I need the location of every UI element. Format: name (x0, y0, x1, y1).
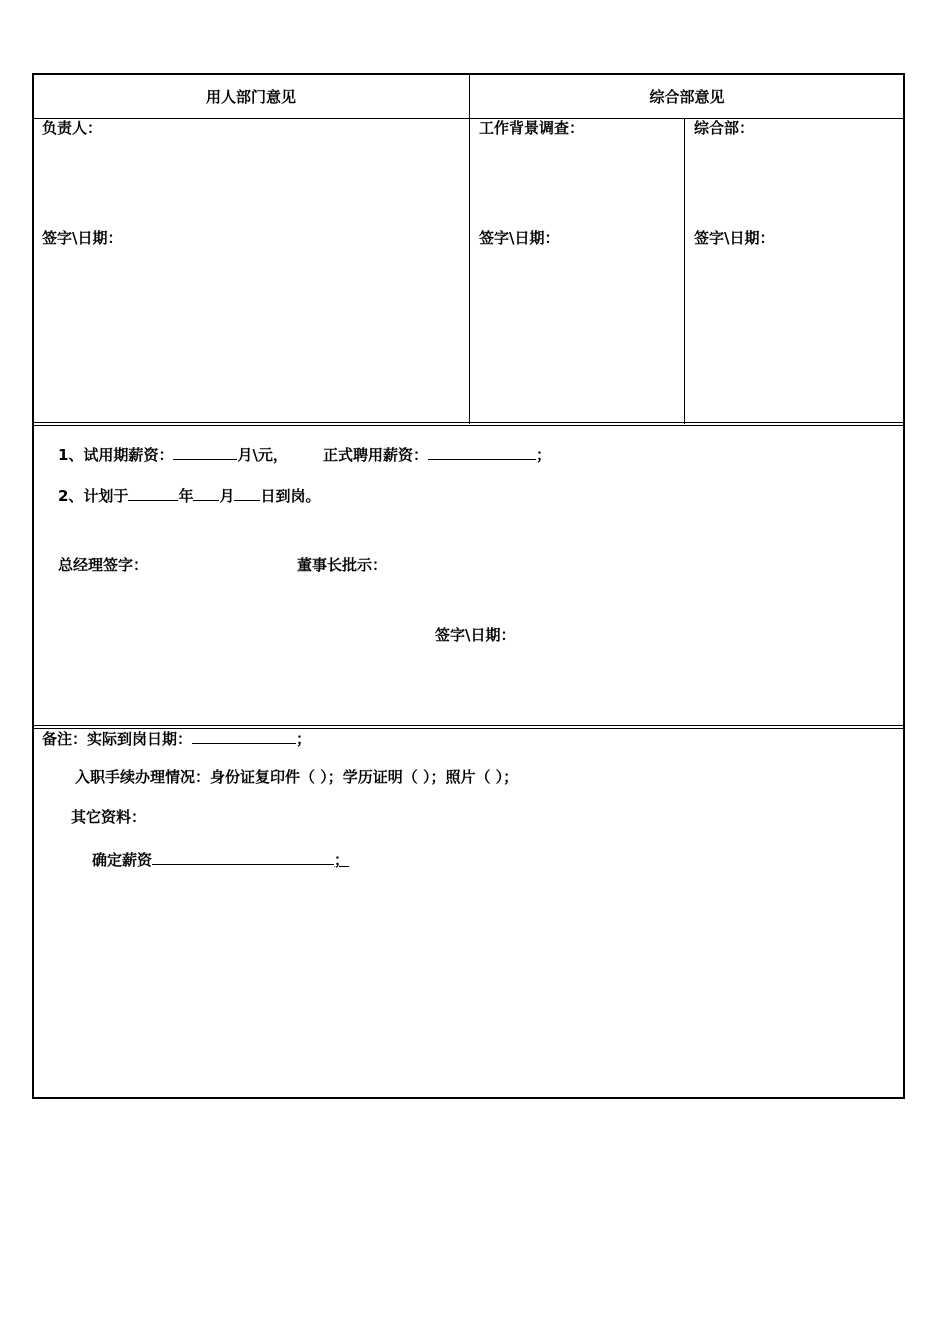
formal-salary-end: ； (536, 446, 552, 464)
probation-salary-line (58, 444, 288, 464)
header-column-divider (469, 74, 470, 424)
remark-label: 备注：实际到岗日期： (42, 730, 193, 748)
salary-sign-date: 签字\日期： (435, 626, 516, 644)
plan-year-label: 年 (178, 487, 194, 505)
confirm-salary-label: 确定薪资 (92, 851, 153, 869)
arrival-plan-line (58, 485, 320, 505)
formal-salary-line (323, 444, 551, 464)
probation-unit: 月\元， (237, 446, 288, 464)
formal-salary-label: 正式聘用薪资： (323, 446, 429, 464)
plan-suffix: 日到岗。 (260, 487, 321, 505)
chairman-approval-label: 董事长批示： (297, 556, 388, 574)
plan-year-blank[interactable] (128, 485, 178, 501)
formal-salary-blank[interactable] (428, 444, 536, 460)
background-sign-date: 签字\日期： (479, 229, 560, 247)
header-general-opinion: 综合部意见 (649, 88, 725, 106)
salary-section-bottom (33, 725, 904, 726)
plan-month-blank[interactable] (193, 485, 219, 501)
gm-sign-label: 总经理签字： (58, 556, 149, 574)
opinion-section-bottom-2 (33, 425, 904, 426)
probation-salary-blank[interactable] (173, 444, 237, 460)
remark-line (42, 728, 311, 748)
onboarding-status: 入职手续办理情况：身份证复印件（ ）；学历证明（ ）；照片（ ）； (75, 768, 519, 786)
header-dept-opinion: 用人部门意见 (205, 88, 296, 106)
confirm-salary-end: ； (334, 851, 350, 869)
dept-sign-date: 签字\日期： (42, 229, 123, 247)
plan-day-blank[interactable] (234, 485, 260, 501)
remark-end: ； (296, 730, 312, 748)
dept-head-label: 负责人： (42, 119, 103, 137)
other-docs-label: 其它资料： (71, 808, 147, 826)
general-dept-label: 综合部： (694, 119, 755, 137)
confirm-salary-line (92, 849, 349, 869)
probation-label: 1、试用期薪资： (58, 446, 174, 464)
background-check-label: 工作背景调查： (479, 119, 585, 137)
opinion-section-bottom (33, 422, 904, 423)
actual-arrival-date-blank[interactable] (192, 728, 296, 744)
general-sign-date: 签字\日期： (694, 229, 775, 247)
plan-prefix: 2、计划于 (58, 487, 129, 505)
confirm-salary-blank[interactable] (152, 849, 334, 865)
general-dept-column-divider (684, 118, 685, 424)
plan-month-label: 月 (219, 487, 235, 505)
